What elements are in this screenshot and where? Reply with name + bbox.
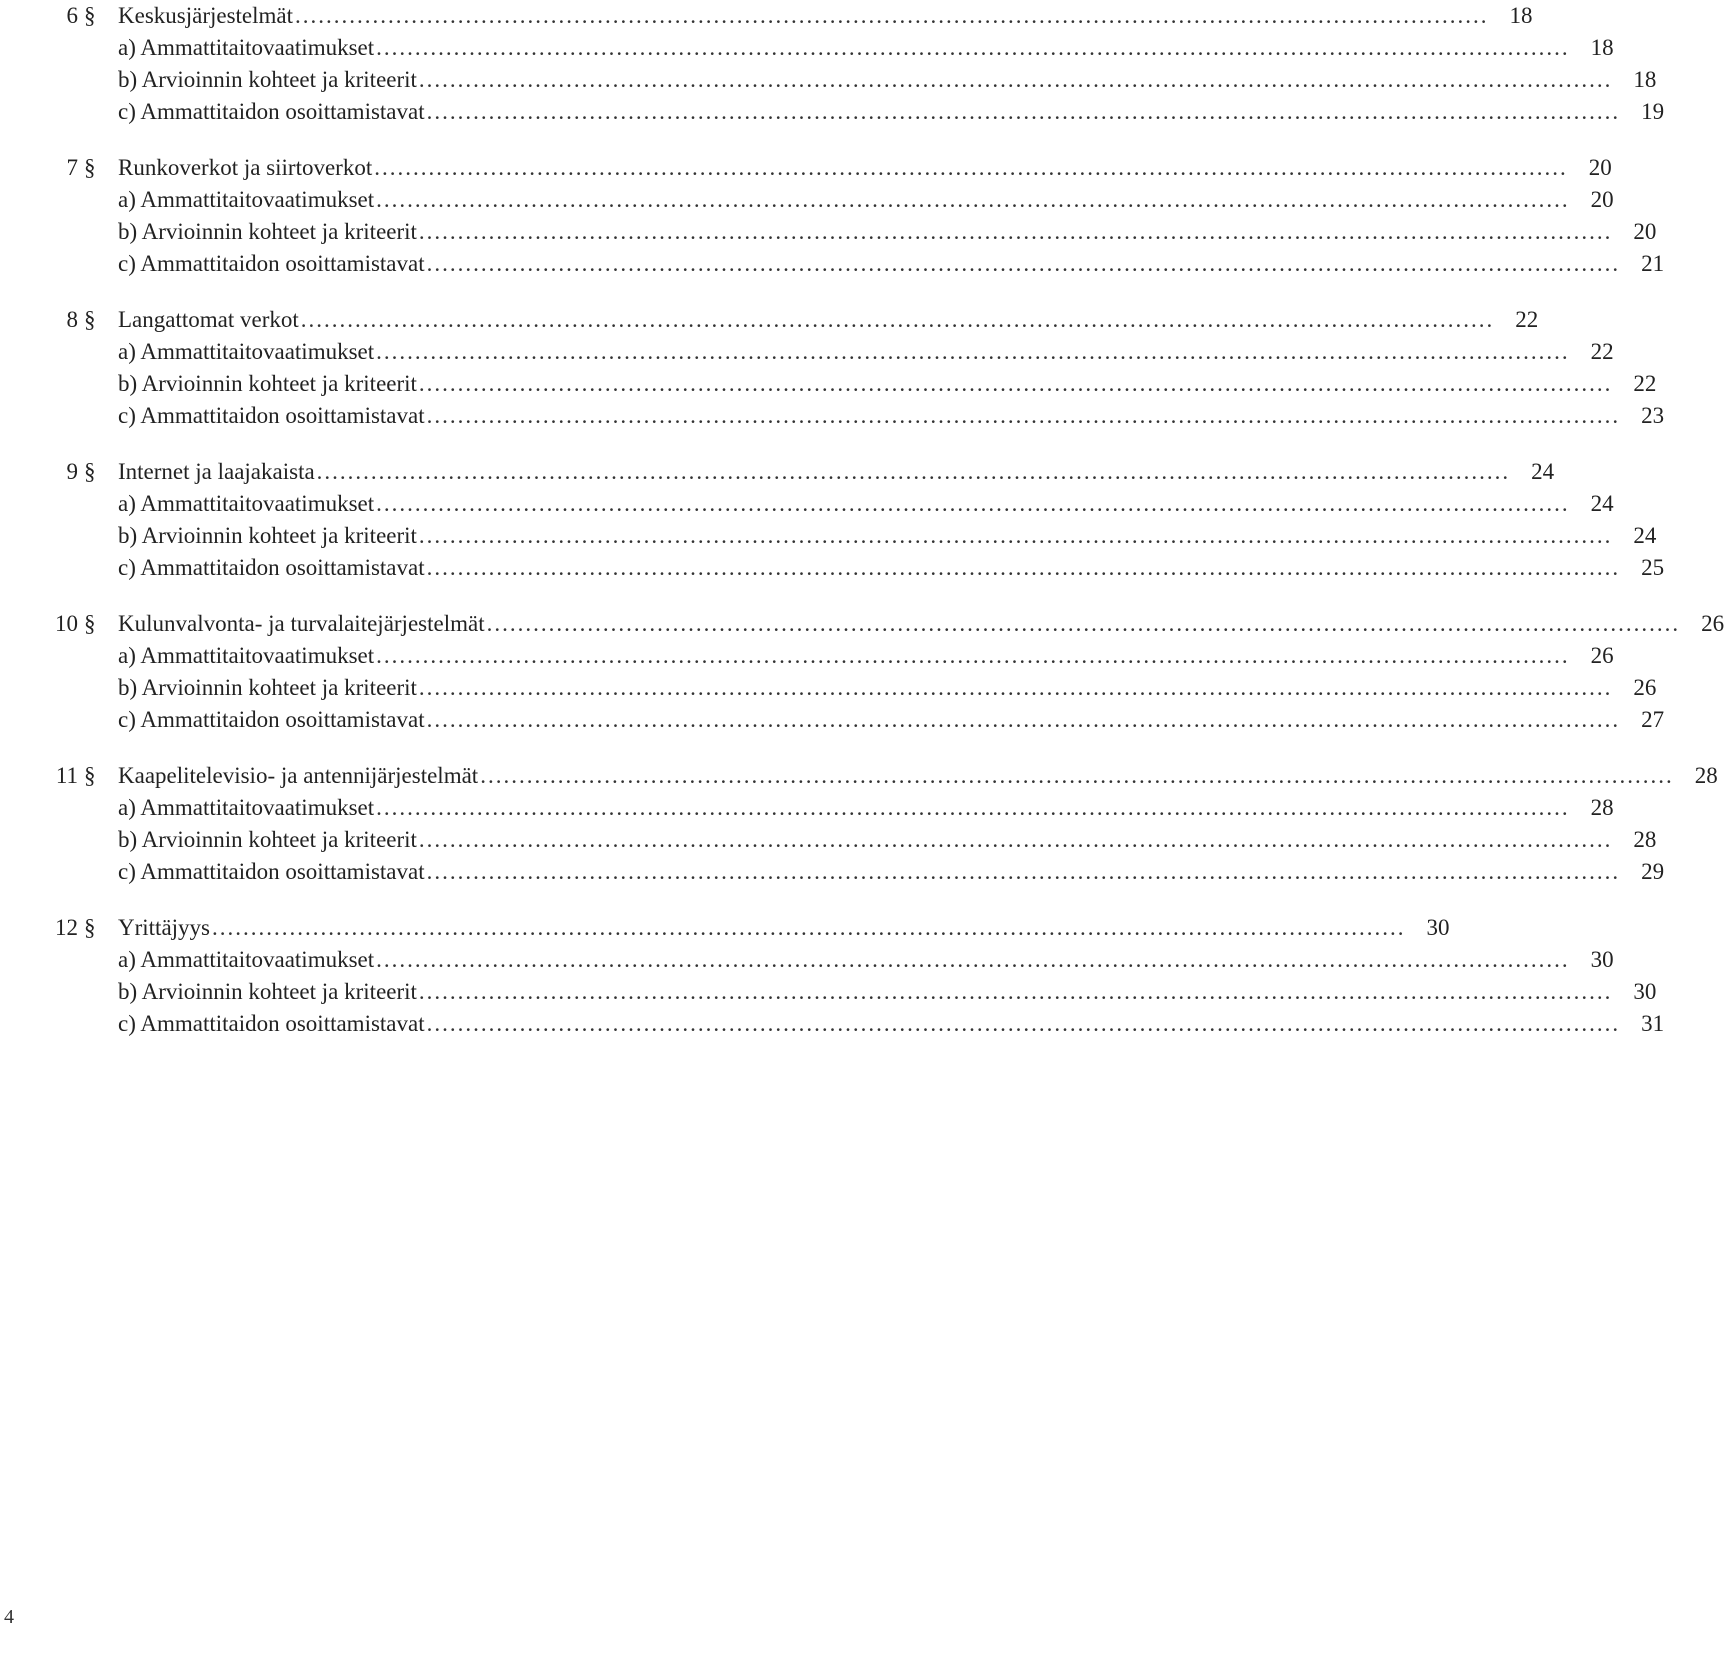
toc-entry[interactable] (0, 32, 1614, 64)
section-sign: § (84, 915, 96, 940)
toc-section (0, 152, 1665, 280)
toc-entry[interactable] (0, 640, 1614, 672)
section-sign: § (84, 3, 96, 28)
page-ref: 30 (1590, 947, 1614, 972)
toc-entry[interactable] (0, 520, 1657, 552)
dot-leader: .......................................................................................................................................................... (374, 155, 1568, 180)
dot-leader: .......................................................................................................................................................... (295, 3, 1489, 28)
section-title: Kaapelitelevisio- ja antennijärjestelmät (118, 763, 479, 788)
toc-entry[interactable] (0, 368, 1657, 400)
toc-entry[interactable] (0, 64, 1657, 96)
page-ref: 26 (1590, 643, 1614, 668)
toc-section-heading[interactable] (0, 912, 1450, 944)
dot-leader: .......................................................................................................................................................... (480, 763, 1674, 788)
entry-line (118, 608, 1724, 640)
dot-leader: .......................................................................................................................................................... (376, 339, 1570, 364)
toc-section-heading[interactable] (0, 0, 1533, 32)
dot-leader: .......................................................................................................................................................... (376, 187, 1570, 212)
entry-line (118, 32, 1614, 64)
toc-entry[interactable] (0, 704, 1665, 736)
entry-title: a) Ammattitaitovaatimukset (118, 491, 375, 516)
section-number: 6 (66, 3, 78, 28)
toc-entry[interactable] (0, 792, 1614, 824)
page-ref: 29 (1641, 859, 1665, 884)
dot-leader: .......................................................................................................................................................... (212, 915, 1406, 940)
dot-leader: .......................................................................................................................................................... (426, 707, 1621, 732)
toc-entry[interactable] (0, 216, 1657, 248)
page-ref: 20 (1590, 187, 1614, 212)
toc-entry[interactable] (0, 336, 1614, 368)
entry-line (118, 704, 1665, 736)
section-sign: § (84, 155, 96, 180)
entry-title: a) Ammattitaitovaatimukset (118, 339, 375, 364)
entry-line (118, 456, 1555, 488)
page-ref: 30 (1426, 915, 1450, 940)
page-ref: 20 (1633, 219, 1657, 244)
dot-leader: .......................................................................................................................................................... (426, 403, 1621, 428)
entry-line (118, 368, 1657, 400)
page-ref: 24 (1590, 491, 1614, 516)
section-number: 9 (66, 459, 78, 484)
entry-line (118, 184, 1614, 216)
dot-leader: .......................................................................................................................................................... (300, 307, 1495, 332)
entry-line (118, 640, 1614, 672)
toc-section-heading[interactable] (0, 304, 1539, 336)
entry-title: b) Arvioinnin kohteet ja kriteerit (118, 67, 417, 92)
entry-title: c) Ammattitaidon osoittamistavat (118, 99, 425, 124)
section-sign: § (84, 611, 96, 636)
section-title: Kulunvalvonta- ja turvalaitejärjestelmät (118, 611, 485, 636)
page-ref: 24 (1633, 523, 1657, 548)
entry-line (118, 336, 1614, 368)
entry-title: c) Ammattitaidon osoittamistavat (118, 555, 425, 580)
entry-title: a) Ammattitaitovaatimukset (118, 35, 375, 60)
entry-line (118, 792, 1614, 824)
dot-leader: .......................................................................................................................................................... (376, 947, 1570, 972)
toc-entry[interactable] (0, 488, 1614, 520)
entry-line (118, 944, 1614, 976)
entry-line (118, 488, 1614, 520)
page-ref: 28 (1633, 827, 1657, 852)
toc-entry[interactable] (0, 552, 1665, 584)
dot-leader: .......................................................................................................................................................... (418, 979, 1613, 1004)
dot-leader: .......................................................................................................................................................... (418, 371, 1613, 396)
entry-line (118, 152, 1612, 184)
entry-line (118, 672, 1657, 704)
entry-title: b) Arvioinnin kohteet ja kriteerit (118, 523, 417, 548)
page-ref: 26 (1633, 675, 1657, 700)
page-ref: 22 (1515, 307, 1539, 332)
entry-line (118, 552, 1665, 584)
toc-section-heading[interactable] (0, 152, 1612, 184)
section-number: 10 (55, 611, 78, 636)
toc-entry[interactable] (0, 944, 1614, 976)
dot-leader: .......................................................................................................................................................... (418, 827, 1613, 852)
entry-line (118, 520, 1657, 552)
toc-entry[interactable] (0, 400, 1665, 432)
toc-section-heading[interactable] (0, 456, 1555, 488)
entry-title: a) Ammattitaitovaatimukset (118, 187, 375, 212)
dot-leader: .......................................................................................................................................................... (426, 251, 1621, 276)
dot-leader: .......................................................................................................................................................... (418, 219, 1613, 244)
dot-leader: .......................................................................................................................................................... (376, 35, 1570, 60)
entry-title: b) Arvioinnin kohteet ja kriteerit (118, 675, 417, 700)
page-ref: 30 (1633, 979, 1657, 1004)
toc-section-heading[interactable] (0, 608, 1724, 640)
toc-entry[interactable] (0, 672, 1657, 704)
toc-section (0, 304, 1665, 432)
toc-section (0, 456, 1665, 584)
entry-line (118, 0, 1533, 32)
page-ref: 24 (1531, 459, 1555, 484)
page-ref: 18 (1633, 67, 1657, 92)
toc-entry[interactable] (0, 856, 1665, 888)
dot-leader: .......................................................................................................................................................... (376, 643, 1570, 668)
entry-line (118, 760, 1718, 792)
section-number: 12 (55, 915, 78, 940)
entry-title: a) Ammattitaitovaatimukset (118, 643, 375, 668)
entry-title: c) Ammattitaidon osoittamistavat (118, 251, 425, 276)
page-ref: 22 (1633, 371, 1657, 396)
entry-title: b) Arvioinnin kohteet ja kriteerit (118, 979, 417, 1004)
entry-title: c) Ammattitaidon osoittamistavat (118, 707, 425, 732)
toc-section-heading[interactable] (0, 760, 1718, 792)
dot-leader: .......................................................................................................................................................... (426, 555, 1621, 580)
dot-leader: .......................................................................................................................................................... (376, 795, 1570, 820)
entry-title: c) Ammattitaidon osoittamistavat (118, 859, 425, 884)
section-sign: § (84, 307, 96, 332)
toc-entry[interactable] (0, 184, 1614, 216)
toc-section (0, 0, 1665, 128)
page-ref: 31 (1641, 1011, 1665, 1036)
section-sign: § (84, 763, 96, 788)
page-ref: 23 (1641, 403, 1665, 428)
toc-entry[interactable] (0, 96, 1665, 128)
page-number: 4 (4, 1606, 14, 1628)
section-title: Runkoverkot ja siirtoverkot (118, 155, 373, 180)
entry-line (118, 976, 1657, 1008)
page-ref: 28 (1694, 763, 1718, 788)
entry-title: c) Ammattitaidon osoittamistavat (118, 1011, 425, 1036)
page-ref: 26 (1701, 611, 1724, 636)
section-title: Internet ja laajakaista (118, 459, 315, 484)
section-title: Keskusjärjestelmät (118, 3, 294, 28)
page-ref: 28 (1590, 795, 1614, 820)
dot-leader: .......................................................................................................................................................... (418, 675, 1613, 700)
dot-leader: .......................................................................................................................................................... (376, 491, 1570, 516)
entry-title: b) Arvioinnin kohteet ja kriteerit (118, 219, 417, 244)
entry-line (118, 304, 1539, 336)
dot-leader: .......................................................................................................................................................... (418, 523, 1613, 548)
entry-line (118, 96, 1665, 128)
section-sign: § (84, 459, 96, 484)
dot-leader: .......................................................................................................................................................... (486, 611, 1681, 636)
entry-title: b) Arvioinnin kohteet ja kriteerit (118, 371, 417, 396)
toc-entry[interactable] (0, 824, 1657, 856)
page-ref: 22 (1590, 339, 1614, 364)
dot-leader: .......................................................................................................................................................... (426, 1011, 1621, 1036)
entry-title: a) Ammattitaitovaatimukset (118, 947, 375, 972)
toc-section (0, 912, 1665, 1040)
page-ref: 27 (1641, 707, 1665, 732)
page-ref: 18 (1590, 35, 1614, 60)
toc-entry[interactable] (0, 976, 1657, 1008)
entry-line (118, 1008, 1665, 1040)
section-number: 7 (66, 155, 78, 180)
dot-leader: .......................................................................................................................................................... (426, 859, 1621, 884)
page-ref: 19 (1641, 99, 1665, 124)
section-number: 8 (66, 307, 78, 332)
page-ref: 25 (1641, 555, 1665, 580)
page-ref: 18 (1509, 3, 1533, 28)
toc-entry[interactable] (0, 1008, 1665, 1040)
toc-section (0, 760, 1718, 888)
entry-line (118, 856, 1665, 888)
entry-line (118, 912, 1450, 944)
page-ref: 21 (1641, 251, 1665, 276)
dot-leader: .......................................................................................................................................................... (316, 459, 1511, 484)
entry-line (118, 400, 1665, 432)
entry-line (118, 248, 1665, 280)
entry-line (118, 824, 1657, 856)
section-title: Yrittäjyys (118, 915, 210, 940)
entry-title: c) Ammattitaidon osoittamistavat (118, 403, 425, 428)
toc-entry[interactable] (0, 248, 1665, 280)
entry-title: a) Ammattitaitovaatimukset (118, 795, 375, 820)
entry-line (118, 64, 1657, 96)
section-number: 11 (55, 763, 78, 788)
section-title: Langattomat verkot (118, 307, 299, 332)
dot-leader: .......................................................................................................................................................... (418, 67, 1613, 92)
entry-line (118, 216, 1657, 248)
toc-section (0, 608, 1724, 736)
dot-leader: .......................................................................................................................................................... (426, 99, 1621, 124)
entry-title: b) Arvioinnin kohteet ja kriteerit (118, 827, 417, 852)
page-ref: 20 (1588, 155, 1612, 180)
